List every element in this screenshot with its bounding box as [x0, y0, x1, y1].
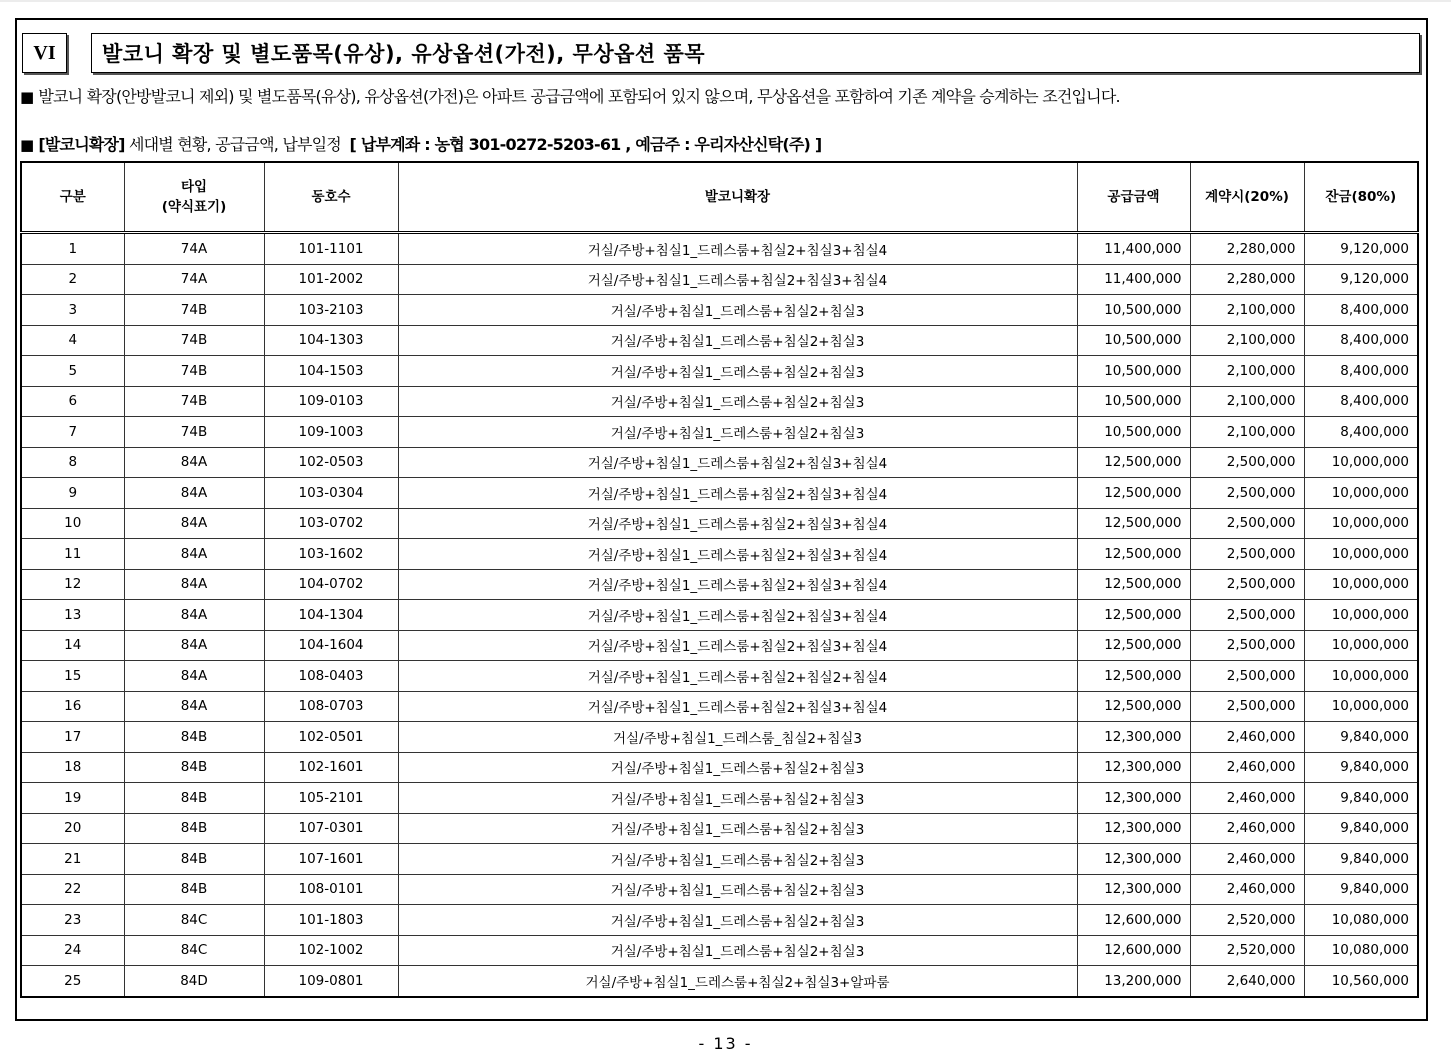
table-cell: 거실/주방+침실1_드레스룸+침실2+침실3+침실4 [398, 508, 1077, 539]
table-cell: 거실/주방+침실1_드레스룸+침실2+침실3+침실4 [398, 539, 1077, 570]
table-cell: 84C [124, 905, 264, 936]
table-row [21, 478, 1418, 509]
table-cell: 2,100,000 [1190, 356, 1304, 387]
table-cell: 2,460,000 [1190, 874, 1304, 905]
table-cell: 12,500,000 [1077, 569, 1190, 600]
table-cell: 10,080,000 [1304, 935, 1418, 966]
table-cell: 10,500,000 [1077, 295, 1190, 326]
table-cell: 12,300,000 [1077, 752, 1190, 783]
table-cell: 109-1003 [264, 417, 398, 448]
table-cell: 9,120,000 [1304, 233, 1418, 265]
column-header: 계약시(20%) [1190, 162, 1304, 233]
table-cell: 101-1101 [264, 233, 398, 265]
table-cell: 103-1602 [264, 539, 398, 570]
table-cell: 2,500,000 [1190, 569, 1304, 600]
table-cell: 84D [124, 966, 264, 997]
table-row [21, 874, 1418, 905]
table-row [21, 752, 1418, 783]
table-cell: 10,000,000 [1304, 691, 1418, 722]
table-cell: 10,000,000 [1304, 661, 1418, 692]
table-cell: 10,000,000 [1304, 569, 1418, 600]
table-cell: 16 [21, 691, 124, 722]
table-cell: 2,100,000 [1190, 417, 1304, 448]
table-cell: 84A [124, 691, 264, 722]
table-cell: 12,300,000 [1077, 844, 1190, 875]
table-cell: 15 [21, 661, 124, 692]
table-cell: 거실/주방+침실1_드레스룸+침실2+침실3+침실4 [398, 691, 1077, 722]
notice-text: 발코니 확장(안방발코니 제외) 및 별도품목(유상), 유상옵션(가전)은 아파트 공급금액에 포함되어 있지 않으며, 무상옵션을 포함하여 기존 계약을 승계하는 조건입니다. [38, 87, 1120, 106]
table-cell: 74A [124, 264, 264, 295]
table-cell: 84B [124, 783, 264, 814]
table-cell: 거실/주방+침실1_드레스룸+침실2+침실3 [398, 844, 1077, 875]
table-cell: 84A [124, 630, 264, 661]
table-row [21, 844, 1418, 875]
table-cell: 거실/주방+침실1_드레스룸+침실2+침실3 [398, 356, 1077, 387]
table-cell: 108-0403 [264, 661, 398, 692]
table-cell: 74B [124, 325, 264, 356]
table-cell: 12,500,000 [1077, 630, 1190, 661]
table-row [21, 386, 1418, 417]
table-cell: 84A [124, 447, 264, 478]
section-number: VI [22, 33, 67, 73]
table-cell: 2,500,000 [1190, 478, 1304, 509]
table-cell: 9 [21, 478, 124, 509]
table-cell: 12,600,000 [1077, 935, 1190, 966]
table-cell: 거실/주방+침실1_드레스룸+침실2+침실3 [398, 325, 1077, 356]
table-cell: 2 [21, 264, 124, 295]
balcony-subheading [20, 132, 821, 155]
table-cell: 84B [124, 874, 264, 905]
table-cell: 104-1303 [264, 325, 398, 356]
column-header: 발코니확장 [398, 162, 1077, 233]
table-cell: 84B [124, 752, 264, 783]
table-cell: 거실/주방+침실1_드레스룸+침실2+침실3+침실4 [398, 478, 1077, 509]
table-cell: 103-2103 [264, 295, 398, 326]
page-number: - 13 - [698, 1034, 753, 1053]
table-cell: 8,400,000 [1304, 325, 1418, 356]
table-cell: 12,300,000 [1077, 722, 1190, 753]
table-cell: 12,300,000 [1077, 813, 1190, 844]
bullet-square-icon: ■ [20, 88, 34, 106]
table-cell: 2,640,000 [1190, 966, 1304, 997]
table-row [21, 539, 1418, 570]
table-cell: 84B [124, 844, 264, 875]
table-cell: 2,500,000 [1190, 661, 1304, 692]
table-row [21, 630, 1418, 661]
subheading-label: [발코니확장] [38, 135, 125, 154]
table-cell: 거실/주방+침실1_드레스룸+침실2+침실3 [398, 905, 1077, 936]
table-cell: 8,400,000 [1304, 417, 1418, 448]
table-cell: 21 [21, 844, 124, 875]
table-cell: 105-2101 [264, 783, 398, 814]
table-cell: 104-0702 [264, 569, 398, 600]
column-header: 잔금(80%) [1304, 162, 1418, 233]
table-cell: 10,500,000 [1077, 325, 1190, 356]
table-cell: 24 [21, 935, 124, 966]
table-cell: 거실/주방+침실1_드레스룸+침실2+침실3 [398, 935, 1077, 966]
notice-line [20, 84, 1120, 107]
table-cell: 103-0304 [264, 478, 398, 509]
table-row [21, 935, 1418, 966]
table-cell: 거실/주방+침실1_드레스룸+침실2+침실3 [398, 783, 1077, 814]
table-cell: 2,100,000 [1190, 295, 1304, 326]
table-cell: 7 [21, 417, 124, 448]
table-cell: 거실/주방+침실1_드레스룸+침실2+침실3 [398, 813, 1077, 844]
table-cell: 74B [124, 417, 264, 448]
section-title: 발코니 확장 및 별도품목(유상), 유상옵션(가전), 무상옵션 품목 [91, 33, 1420, 73]
payment-account-info: [ 납부계좌 : 농협 301-0272-5203-61 , 예금주 : 우리자산신탁(주) ] [349, 135, 822, 154]
table-cell: 25 [21, 966, 124, 997]
table-cell: 84A [124, 569, 264, 600]
table-row [21, 691, 1418, 722]
table-cell: 13,200,000 [1077, 966, 1190, 997]
table-cell: 거실/주방+침실1_드레스룸+침실2+침실3+침실4 [398, 233, 1077, 265]
table-cell: 거실/주방+침실1_드레스룸+침실2+침실3+침실4 [398, 630, 1077, 661]
table-cell: 84A [124, 661, 264, 692]
table-cell: 74B [124, 356, 264, 387]
table-cell: 104-1503 [264, 356, 398, 387]
table-cell: 8,400,000 [1304, 295, 1418, 326]
table-cell: 12,500,000 [1077, 447, 1190, 478]
table-cell: 거실/주방+침실1_드레스룸_침실2+침실3 [398, 722, 1077, 753]
table-cell: 74A [124, 233, 264, 265]
table-cell: 84A [124, 478, 264, 509]
table-cell: 거실/주방+침실1_드레스룸+침실2+침실3 [398, 386, 1077, 417]
table-cell: 107-0301 [264, 813, 398, 844]
table-cell: 2,460,000 [1190, 813, 1304, 844]
table-cell: 84B [124, 813, 264, 844]
table-cell: 11 [21, 539, 124, 570]
table-cell: 10,500,000 [1077, 417, 1190, 448]
table-cell: 거실/주방+침실1_드레스룸+침실2+침실3+침실4 [398, 264, 1077, 295]
table-cell: 102-1002 [264, 935, 398, 966]
table-cell: 2,460,000 [1190, 752, 1304, 783]
table-cell: 거실/주방+침실1_드레스룸+침실2+침실3 [398, 295, 1077, 326]
table-cell: 거실/주방+침실1_드레스룸+침실2+침실3 [398, 752, 1077, 783]
table-cell: 18 [21, 752, 124, 783]
table-cell: 9,840,000 [1304, 752, 1418, 783]
table-cell: 2,500,000 [1190, 600, 1304, 631]
table-cell: 84B [124, 722, 264, 753]
table-cell: 2,520,000 [1190, 905, 1304, 936]
table-cell: 103-0702 [264, 508, 398, 539]
top-divider [0, 0, 1451, 2]
table-cell: 12,600,000 [1077, 905, 1190, 936]
table-cell: 74B [124, 386, 264, 417]
table-cell: 104-1604 [264, 630, 398, 661]
table-row [21, 264, 1418, 295]
table-cell: 거실/주방+침실1_드레스룸+침실2+침실3+침실4 [398, 600, 1077, 631]
table-cell: 13 [21, 600, 124, 631]
table-cell: 108-0101 [264, 874, 398, 905]
table-cell: 거실/주방+침실1_드레스룸+침실2+침실3+침실4 [398, 569, 1077, 600]
table-cell: 9,120,000 [1304, 264, 1418, 295]
table-cell: 거실/주방+침실1_드레스룸+침실2+침실3 [398, 874, 1077, 905]
table-cell: 2,500,000 [1190, 508, 1304, 539]
table-cell: 2,520,000 [1190, 935, 1304, 966]
table-cell: 74B [124, 295, 264, 326]
table-cell: 12,500,000 [1077, 508, 1190, 539]
table-cell: 12,300,000 [1077, 874, 1190, 905]
table-cell: 10,000,000 [1304, 508, 1418, 539]
table-cell: 101-1803 [264, 905, 398, 936]
table-row [21, 233, 1418, 265]
table-cell: 4 [21, 325, 124, 356]
table-cell: 거실/주방+침실1_드레스룸+침실2+침실3+침실4 [398, 447, 1077, 478]
table-cell: 9,840,000 [1304, 722, 1418, 753]
table-cell: 2,460,000 [1190, 783, 1304, 814]
table-cell: 10,000,000 [1304, 600, 1418, 631]
table-cell: 8,400,000 [1304, 386, 1418, 417]
table-cell: 20 [21, 813, 124, 844]
table-cell: 2,460,000 [1190, 722, 1304, 753]
table-cell: 8 [21, 447, 124, 478]
column-header: 동호수 [264, 162, 398, 233]
table-cell: 12,500,000 [1077, 478, 1190, 509]
table-cell: 9,840,000 [1304, 783, 1418, 814]
table-row [21, 569, 1418, 600]
table-cell: 109-0103 [264, 386, 398, 417]
table-cell: 109-0801 [264, 966, 398, 997]
table-row [21, 447, 1418, 478]
table-cell: 2,500,000 [1190, 447, 1304, 478]
table-cell: 12,500,000 [1077, 600, 1190, 631]
table-cell: 10,500,000 [1077, 386, 1190, 417]
table-row [21, 295, 1418, 326]
table-cell: 12,500,000 [1077, 661, 1190, 692]
table-cell: 11,400,000 [1077, 264, 1190, 295]
table-cell: 84C [124, 935, 264, 966]
table-row [21, 417, 1418, 448]
table-cell: 107-1601 [264, 844, 398, 875]
table-row [21, 783, 1418, 814]
table-cell: 2,100,000 [1190, 325, 1304, 356]
table-cell: 12,500,000 [1077, 539, 1190, 570]
table-cell: 10 [21, 508, 124, 539]
table-row [21, 905, 1418, 936]
table-cell: 23 [21, 905, 124, 936]
table-cell: 2,280,000 [1190, 233, 1304, 265]
table-cell: 104-1304 [264, 600, 398, 631]
column-header: 구분 [21, 162, 124, 233]
table-cell: 102-0501 [264, 722, 398, 753]
table-cell: 9,840,000 [1304, 874, 1418, 905]
table-row [21, 508, 1418, 539]
table-cell: 1 [21, 233, 124, 265]
table-cell: 2,100,000 [1190, 386, 1304, 417]
table-row [21, 661, 1418, 692]
table-cell: 거실/주방+침실1_드레스룸+침실2+침실3+알파룸 [398, 966, 1077, 997]
table-row [21, 600, 1418, 631]
table-cell: 10,000,000 [1304, 478, 1418, 509]
table-cell: 17 [21, 722, 124, 753]
table-row [21, 325, 1418, 356]
table-cell: 6 [21, 386, 124, 417]
table-row [21, 813, 1418, 844]
table-cell: 2,500,000 [1190, 539, 1304, 570]
table-cell: 3 [21, 295, 124, 326]
table-cell: 9,840,000 [1304, 844, 1418, 875]
table-cell: 12 [21, 569, 124, 600]
table-row [21, 966, 1418, 997]
table-cell: 10,000,000 [1304, 447, 1418, 478]
table-header-row [21, 162, 1418, 233]
table-cell: 10,000,000 [1304, 539, 1418, 570]
table-cell: 10,080,000 [1304, 905, 1418, 936]
table-cell: 9,840,000 [1304, 813, 1418, 844]
table-cell: 거실/주방+침실1_드레스룸+침실2+침실2+침실4 [398, 661, 1077, 692]
table-cell: 5 [21, 356, 124, 387]
table-cell: 84A [124, 539, 264, 570]
table-cell: 11,400,000 [1077, 233, 1190, 265]
table-cell: 10,560,000 [1304, 966, 1418, 997]
table-cell: 2,460,000 [1190, 844, 1304, 875]
table-cell: 10,500,000 [1077, 356, 1190, 387]
table-cell: 102-0503 [264, 447, 398, 478]
table-cell: 84A [124, 508, 264, 539]
table-cell: 14 [21, 630, 124, 661]
table-cell: 102-1601 [264, 752, 398, 783]
table-cell: 12,300,000 [1077, 783, 1190, 814]
table-cell: 2,280,000 [1190, 264, 1304, 295]
table-cell: 22 [21, 874, 124, 905]
table-cell: 2,500,000 [1190, 630, 1304, 661]
table-row [21, 722, 1418, 753]
column-header: 타입 (약식표기) [124, 162, 264, 233]
bullet-square-icon: ■ [20, 136, 34, 154]
table-cell: 101-2002 [264, 264, 398, 295]
table-cell: 12,500,000 [1077, 691, 1190, 722]
table-cell: 10,000,000 [1304, 630, 1418, 661]
table-cell: 8,400,000 [1304, 356, 1418, 387]
table-cell: 2,500,000 [1190, 691, 1304, 722]
table-row [21, 356, 1418, 387]
subheading-description: 세대별 현황, 공급금액, 납부일정 [128, 135, 341, 154]
table-cell: 108-0703 [264, 691, 398, 722]
balcony-expansion-table [20, 161, 1419, 998]
table-cell: 19 [21, 783, 124, 814]
column-header: 공급금액 [1077, 162, 1190, 233]
table-cell: 거실/주방+침실1_드레스룸+침실2+침실3 [398, 417, 1077, 448]
table-cell: 84A [124, 600, 264, 631]
